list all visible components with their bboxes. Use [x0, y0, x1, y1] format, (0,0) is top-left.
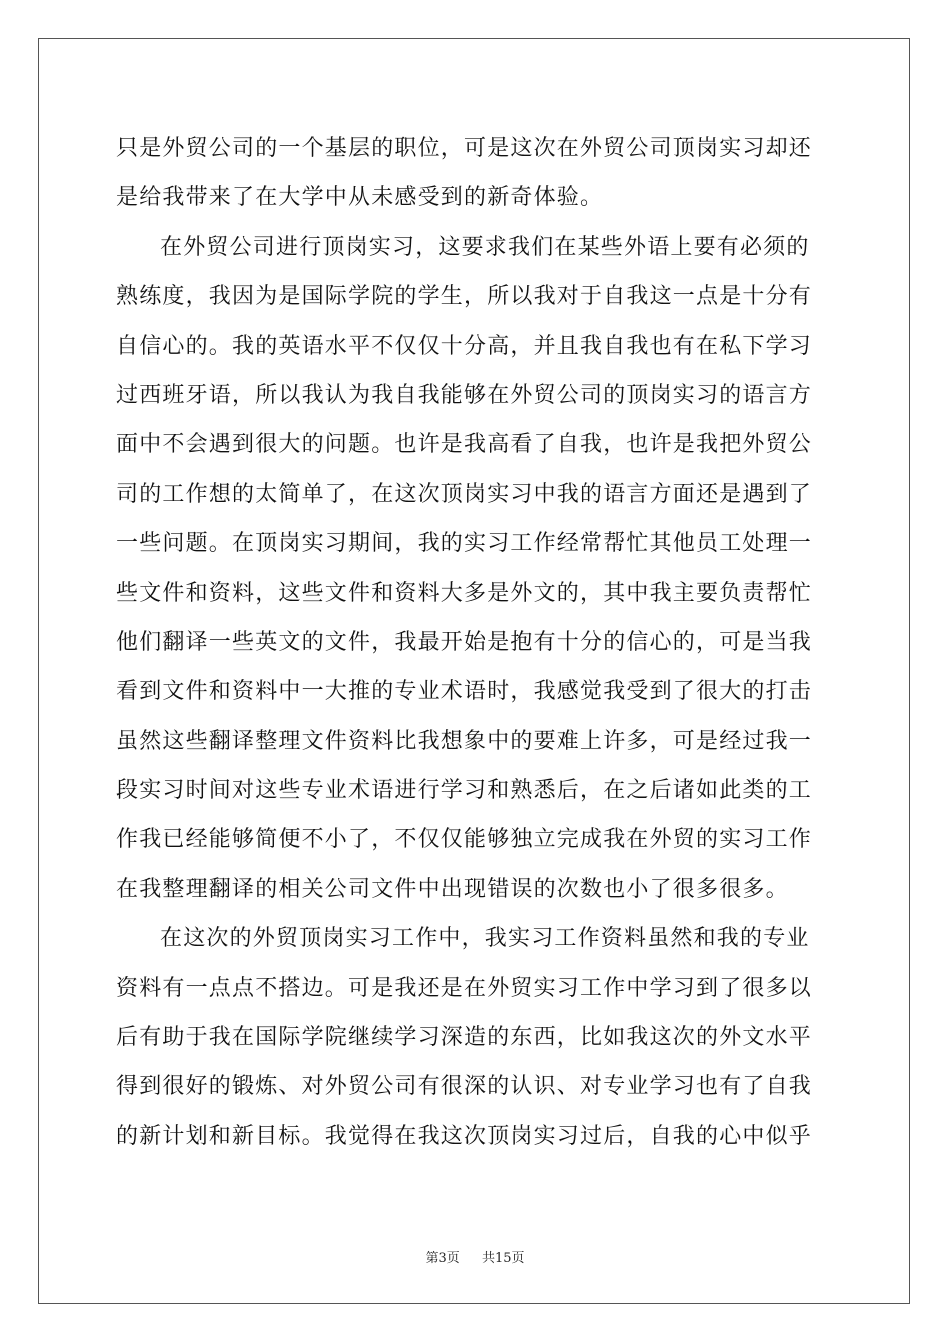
- paragraph: [116, 914, 836, 1161]
- text-line: 是给我带来了在大学中从未感受到的新奇体验。: [116, 185, 604, 211]
- text-line: 面中不会遇到很大的问题。也许是我高看了自我，也许是我把外贸公: [116, 432, 813, 458]
- text-line: 看到文件和资料中一大推的专业术语时，我感觉我受到了很大的打击: [116, 679, 813, 705]
- text-line: 虽然这些翻译整理文件资料比我想象中的要难上许多，可是经过我一: [116, 728, 813, 754]
- text-line: 段实习时间对这些专业术语进行学习和熟悉后，在之后诸如此类的工: [116, 778, 813, 804]
- text-line: 在外贸公司进行顶岗实习，这要求我们在某些外语上要有必须的: [160, 234, 810, 260]
- text-line: 在这次的外贸顶岗实习工作中，我实习工作资料虽然和我的专业: [160, 926, 810, 952]
- document-body: [116, 124, 836, 1161]
- text-line: 过西班牙语，所以我认为我自我能够在外贸公司的顶岗实习的语言方: [116, 382, 813, 408]
- text-line: 自信心的。我的英语水平不仅仅十分高，并且我自我也有在私下学习: [116, 333, 813, 359]
- text-line: 司的工作想的太简单了，在这次顶岗实习中我的语言方面还是遇到了: [116, 481, 813, 507]
- text-line: 作我已经能够简便不小了，不仅仅能够独立完成我在外贸的实习工作: [116, 827, 813, 853]
- text-line: 一些问题。在顶岗实习期间，我的实习工作经常帮忙其他员工处理一: [116, 531, 813, 557]
- text-line: 后有助于我在国际学院继续学习深造的东西，比如我这次的外文水平: [116, 1025, 813, 1051]
- text-line: 在我整理翻译的相关公司文件中出现错误的次数也小了很多很多。: [116, 876, 789, 902]
- page-total: 共15页: [482, 1251, 525, 1266]
- text-line: 得到很好的锻炼、对外贸公司有很深的认识、对专业学习也有了自我: [116, 1074, 813, 1100]
- page-number: 第3页: [425, 1251, 460, 1266]
- paragraph: [116, 223, 836, 914]
- text-line: 资料有一点点不搭边。可是我还是在外贸实习工作中学习到了很多以: [116, 975, 813, 1001]
- text-line: 些文件和资料，这些文件和资料大多是外文的，其中我主要负责帮忙: [116, 580, 813, 606]
- text-line: 只是外贸公司的一个基层的职位，可是这次在外贸公司顶岗实习却还: [116, 136, 813, 161]
- text-line: 熟练度，我因为是国际学院的学生，所以我对于自我这一点是十分有: [116, 284, 813, 310]
- text-line: 他们翻译一些英文的文件，我最开始是抱有十分的信心的，可是当我: [116, 629, 813, 655]
- text-line: 的新计划和新目标。我觉得在我这次顶岗实习过后，自我的心中似乎: [116, 1123, 813, 1149]
- paragraph: [116, 124, 836, 223]
- page-footer: [0, 1247, 950, 1266]
